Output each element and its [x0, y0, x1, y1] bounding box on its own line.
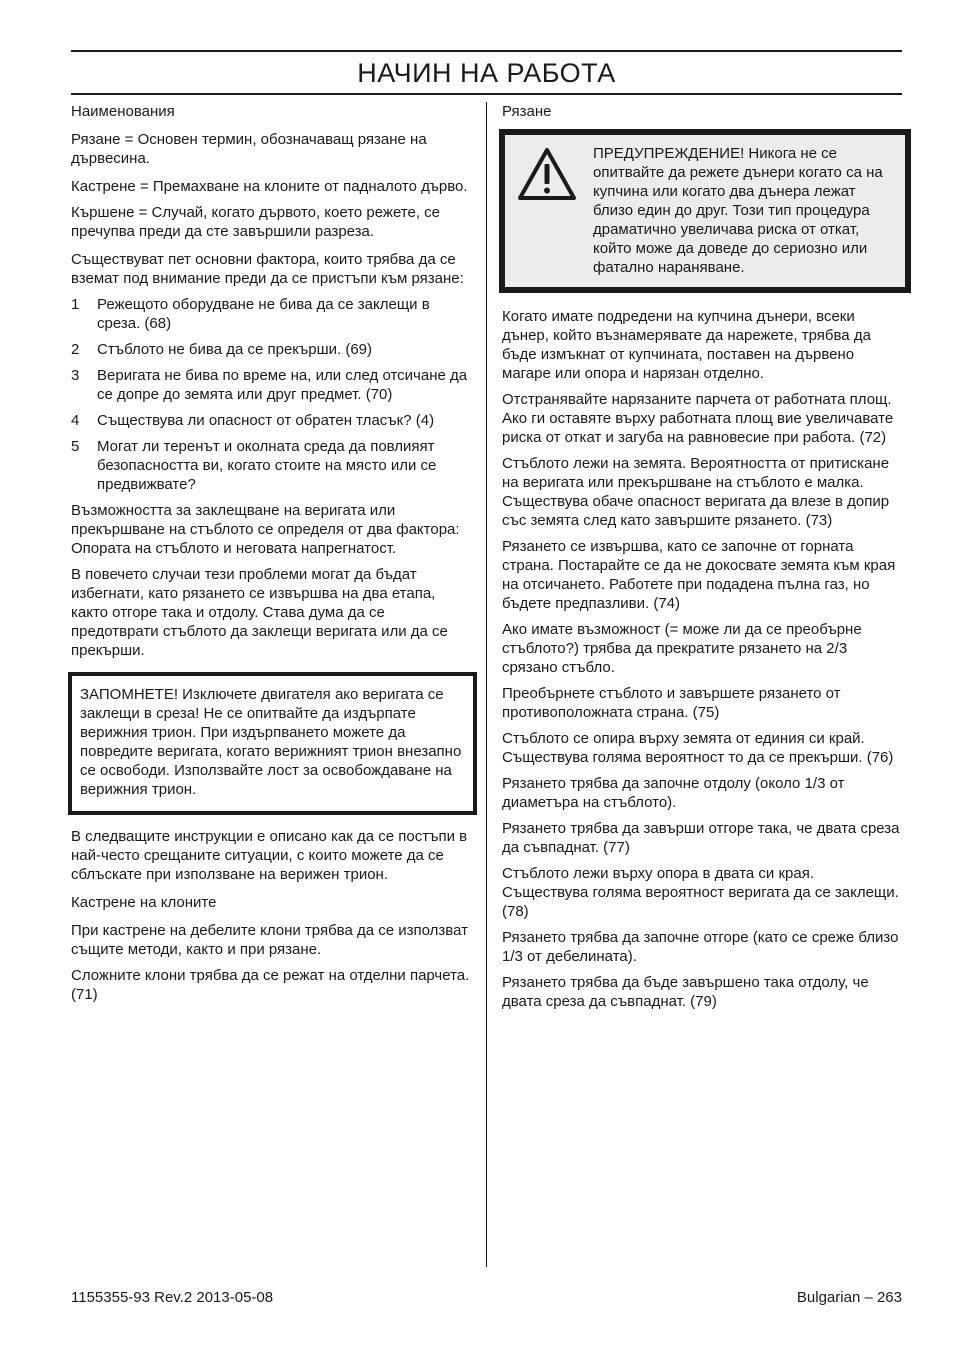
right-paragraph: Когато имате подредени на купчина дънери, всеки дънер, който възнамерявате да нарежете, трябва да бъде измъкнат от купчината, поставен на дървено магаре или опора и нарязан отделно. — [502, 308, 871, 382]
avoid-paragraph: В повечето случаи тези проблеми могат да бъдат избегнати, като рязането се извършва на два етапа, както отгоре така и отдолу. Става дума да се предотврати стъблото да заклещи веригата или да се прекърши. — [71, 566, 448, 659]
definition-cutting: Рязане = Основен термин, обозначаващ рязане на дървесина. — [71, 131, 427, 167]
factor-text: Съществува ли опасност от обратен тласък? (4) — [97, 412, 435, 429]
factor-number: 5 — [71, 438, 80, 455]
right-paragraph: Рязането трябва да започне отдолу (около 1/3 от диаметъра на стъблото). — [502, 775, 845, 811]
column-divider — [486, 102, 487, 1267]
footer-page-number: Bulgarian – 263 — [796, 1289, 902, 1306]
factors-intro: Съществуват пет основни фактора, които трябва да се вземат под внимание преди да се пристъпи към рязане: — [71, 251, 464, 287]
factor-number: 4 — [71, 412, 80, 429]
factor-item — [71, 366, 471, 404]
cutting-heading: Рязане — [502, 103, 552, 120]
factor-number: 1 — [71, 296, 80, 313]
warning-text: ПРЕДУПРЕЖДЕНИЕ! Никога не се опитвайте да режете дънери когато са на купчина или когато два дънера лежат близо един до друг. Този тип процедура драматично увеличава риска от откат, който може да доведе до сериозно или фатално нараняване. — [593, 145, 883, 276]
right-paragraph: Рязането трябва да започне отгоре (като се среже близо 1/3 от дебелината). — [502, 929, 899, 965]
left-column — [71, 102, 471, 1011]
factor-item — [71, 295, 471, 333]
factor-number: 3 — [71, 367, 80, 384]
header-rule-bottom — [71, 93, 902, 95]
footer-doc-ref: 1155355-93 Rev.2 2013-05-08 — [71, 1289, 274, 1306]
factor-text: Режещото оборудване не бива да се заклещи в среза. (68) — [97, 296, 430, 332]
factor-item — [71, 411, 471, 430]
factor-item — [71, 340, 471, 359]
factor-text: Веригата не бива по време на, или след отсичане да се допре до земята или друг предмет. (70) — [97, 367, 468, 403]
right-paragraph: Рязането трябва да бъде завършено така отдолу, че двата среза да съвпаднат. (79) — [502, 974, 869, 1010]
definition-splitting: Кършене = Случай, когато дървото, което режете, се пречупва преди да сте завършили разреза. — [71, 204, 441, 240]
limbing-paragraph: При кастрене на дебелите клони трябва да се използват същите методи, както и при рязане. — [71, 922, 468, 958]
factor-number: 2 — [71, 341, 80, 358]
factor-text: Стъблото не бива да се прекърши. (69) — [97, 341, 372, 358]
right-paragraph: Стъблото лежи върху опора в двата си края. Съществува голяма вероятност веригата да се заклещи. (78) — [502, 865, 899, 920]
factor-text: Могат ли теренът и околната среда да повлияят безопасността ви, когато стоите на място или се предвижвате? — [97, 438, 437, 493]
definitions-heading: Наименования — [71, 103, 175, 120]
pinch-paragraph: Възможността за заклещване на веригата или прекършване на стъблото се определя от два фактора: Опората на стъблото и неговата напрегнатост. — [71, 502, 460, 557]
note-box — [68, 672, 477, 815]
warning-box — [499, 129, 911, 293]
instructions-paragraph: В следващите инструкции е описано как да се постъпи в най-често срещаните ситуации, с които можете да се сблъскате при използване на верижен трион. — [71, 828, 468, 883]
limbing-paragraph: Сложните клони трябва да се режат на отделни парчета. (71) — [71, 967, 470, 1003]
factor-item — [71, 437, 471, 494]
right-paragraph: Рязането трябва да завърши отгоре така, че двата среза да съвпаднат. (77) — [502, 820, 900, 856]
right-paragraph: Стъблото лежи на земята. Вероятността от притискане на веригата или прекършване на стъблото е малка. Съществува обаче опасност веригата да влезе в допир със земята след като завършите рязането. (73) — [502, 455, 890, 529]
header-rule-top — [71, 50, 902, 52]
right-paragraph: Отстранявайте нарязаните парчета от работната площ. Ако ги оставяте върху работната площ вие увеличавате риска от откат и загуба на равновесие при работа. (72) — [502, 391, 894, 446]
note-text: ЗАПОМНЕТЕ! Изключете двигателя ако веригата се заклещи в среза! Не се опитвайте да издърпате верижния трион. При издърпването можете да повредите веригата, когато верижният трион внезапно се освободи. Използвайте лост за освобождаване на верижния трион. — [80, 686, 462, 798]
definition-limbing: Кастрене = Премахване на клоните от падналото дърво. — [71, 178, 468, 195]
page-title: НАЧИН НА РАБОТА — [357, 58, 616, 88]
limbing-heading: Кастрене на клоните — [71, 894, 217, 911]
right-paragraph: Рязането се извършва, като се започне от горната страна. Постарайте се да не докосвате земята към края на отсичането. Работете при подадена пълна газ, но бъдете предпазливи. (74) — [502, 538, 896, 612]
right-paragraph: Стъблото се опира върху земята от единия си край. Съществува голяма вероятност то да се прекърши. (76) — [502, 730, 894, 766]
right-paragraph: Ако имате възможност (= може ли да се преобърне стъблото?) трябва да прекратите рязането на 2/3 срязано стъбло. — [502, 621, 862, 676]
right-column — [502, 102, 904, 1018]
right-paragraph: Преобърнете стъблото и завършете рязането от противоположната страна. (75) — [502, 685, 841, 721]
warning-triangle-icon — [517, 146, 577, 202]
factors-list — [71, 295, 471, 494]
